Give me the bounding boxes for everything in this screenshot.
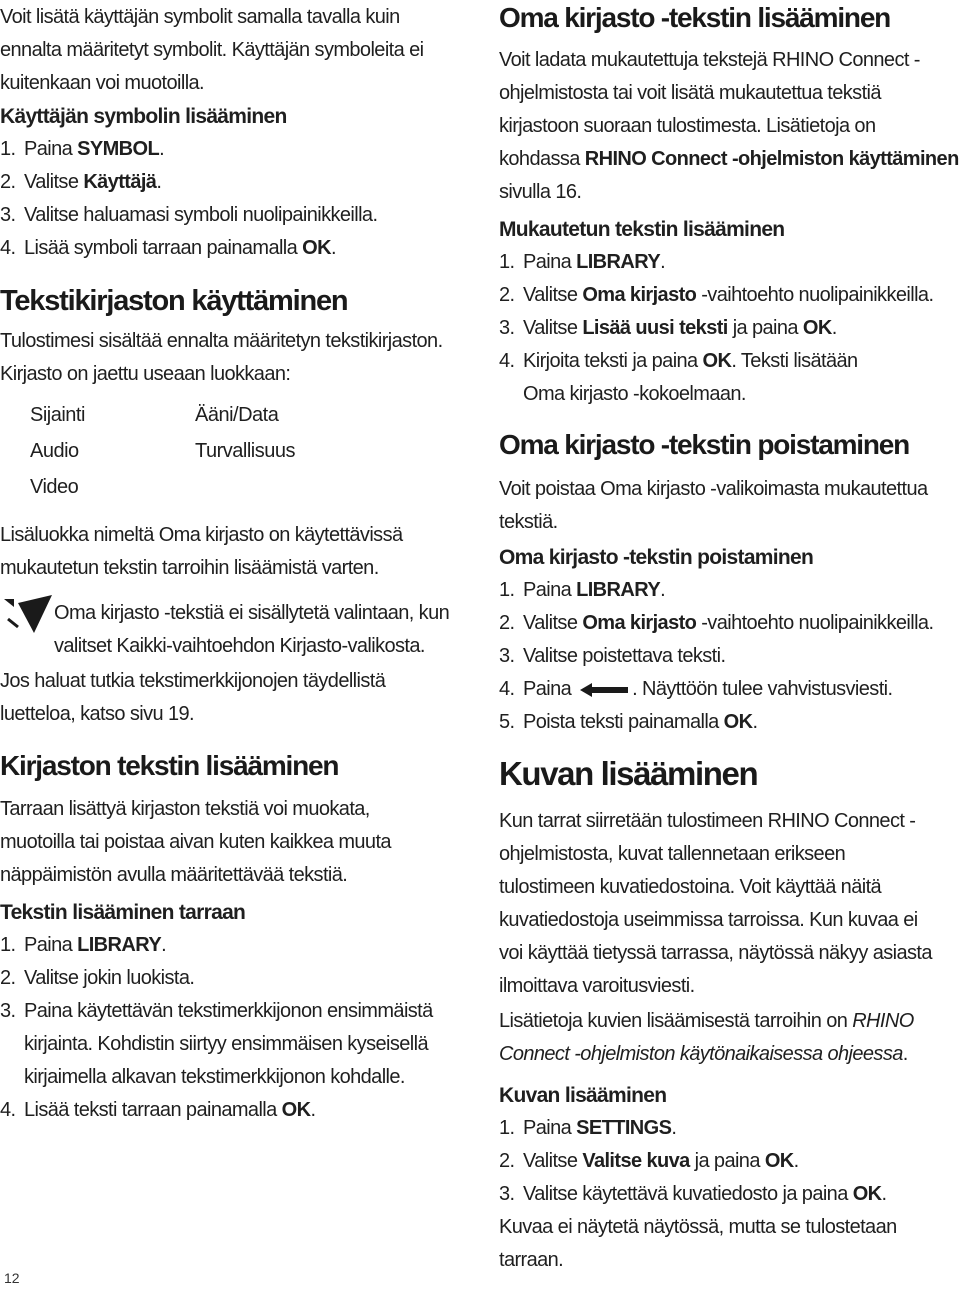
list-item: 2. Valitse Käyttäjä. — [0, 171, 162, 193]
category-list — [30, 397, 462, 505]
custom-add-heading: Mukautetun tekstin lisääminen — [499, 218, 785, 241]
list-item: 4. Paina . Näyttöön tulee vahvistusviesti. — [499, 678, 893, 700]
library-extra: Lisäluokka nimeltä Oma kirjasto on käytettävissä mukautetun tekstin tarroihin lisäämistä varten. — [0, 524, 403, 579]
library-full-list: Jos haluat tutkia tekstimerkkijonojen täydellistä luetteloa, katso sivu 19. — [0, 670, 386, 725]
list-item: 4. Lisää symboli tarraan painamalla OK. — [0, 237, 336, 259]
warning-pencil-icon — [0, 593, 54, 637]
user-symbol-heading: Käyttäjän symbolin lisääminen — [0, 105, 287, 128]
list-item: 3. Valitse poistettava teksti. — [499, 645, 726, 667]
add-to-label-heading: Tekstin lisääminen tarraan — [0, 901, 246, 924]
list-item: 1. Paina SYMBOL. — [0, 138, 165, 160]
own-remove-subheading: Oma kirjasto -tekstin poistaminen — [499, 546, 814, 569]
library-heading: Tekstikirjaston käyttäminen — [0, 285, 348, 317]
right-column — [499, 0, 960, 1277]
list-item: 3. Paina käytettävän tekstimerkkijonon ensimmäistä kirjainta. Kohdistin siirtyy ensimmäisen kyseisellä kirjaimella alkavan tekstimerkkijonon kohdalle. — [0, 1000, 433, 1088]
page-number: 12 — [4, 1270, 20, 1286]
list-item: 4. Lisää teksti tarraan painamalla OK. — [0, 1099, 316, 1121]
intro-paragraph: Voit lisätä käyttäjän symbolit samalla tavalla kuin ennalta määritetyt symbolit. Käyttäjän symboleita ei kuitenkaan voi muotoilla. — [0, 6, 424, 94]
category-item: Video — [30, 476, 79, 498]
image-add-heading: Kuvan lisääminen — [499, 1084, 667, 1107]
list-item: 2. Valitse jokin luokista. — [0, 967, 195, 989]
list-item: 4. Kirjoita teksti ja paina OK. Teksti lisätään Oma kirjasto -kokoelmaan. — [499, 350, 858, 405]
list-item: 2. Valitse Oma kirjasto -vaihtoehto nuolipainikkeilla. — [499, 284, 934, 306]
list-item: 1. Paina LIBRARY. — [499, 579, 666, 601]
own-add-heading: Oma kirjasto -tekstin lisääminen — [499, 2, 891, 33]
custom-add-steps — [499, 246, 960, 411]
image-paragraph: Kun tarrat siirretään tulostimeen RHINO Connect -ohjelmistosta, kuvat tallennetaan erikseen tulostimeen kuvatiedostoina. Voit käyttää näitä kuvatiedostoja useimmissa tarroissa. Kun kuvaa ei voi käyttää tietyssä tarrassa, näytössä näkyy asiasta ilmoittava varoitusviesti. — [499, 810, 932, 997]
add-text-paragraph: Tarraan lisättyä kirjaston tekstiä voi muokata, muotoilla tai poistaa aivan kuten kaikkea muuta näppäimistön avulla määritettävää tekstiä. — [0, 798, 391, 886]
category-item: Sijainti — [30, 404, 85, 426]
note-text: Oma kirjasto -tekstiä ei sisällytetä valintaan, kun valitset Kaikki-vaihtoehdon Kirjasto-valikosta. — [54, 602, 450, 657]
category-item: Turvallisuus — [195, 440, 295, 462]
category-item: Audio — [30, 440, 79, 462]
image-steps — [499, 1112, 960, 1211]
add-to-label-steps — [0, 929, 462, 1127]
user-symbol-steps — [0, 133, 462, 265]
category-item: Ääni/Data — [195, 404, 279, 426]
image-heading: Kuvan lisääminen — [499, 755, 758, 792]
own-remove-steps — [499, 574, 960, 739]
own-remove-paragraph: Voit poistaa Oma kirjasto -valikoimasta mukautettua tekstiä. — [499, 478, 928, 533]
image-more-info: Lisätietoja kuvien lisäämisestä tarroihin on RHINO Connect -ohjelmiston käytönaikaisessa ohjeessa. — [499, 1010, 914, 1065]
list-item: 2. Valitse Oma kirjasto -vaihtoehto nuolipainikkeilla. — [499, 612, 934, 634]
backspace-arrow-icon — [578, 681, 630, 699]
list-item: 5. Poista teksti painamalla OK. — [499, 711, 758, 733]
list-item: 1. Paina SETTINGS. — [499, 1117, 677, 1139]
library-intro: Tulostimesi sisältää ennalta määritetyn tekstikirjaston. Kirjasto on jaettu useaan luokkaan: — [0, 330, 443, 385]
image-final-note: Kuvaa ei näytetä näytössä, mutta se tulostetaan tarraan. — [499, 1216, 897, 1271]
own-remove-heading: Oma kirjasto -tekstin poistaminen — [499, 429, 910, 460]
list-item: 2. Valitse Valitse kuva ja paina OK. — [499, 1150, 799, 1172]
add-text-heading: Kirjaston tekstin lisääminen — [0, 750, 339, 781]
list-item: 1. Paina LIBRARY. — [0, 934, 167, 956]
list-item: 3. Valitse Lisää uusi teksti ja paina OK. — [499, 317, 837, 339]
list-item: 3. Valitse haluamasi symboli nuolipainikkeilla. — [0, 204, 378, 226]
left-column — [0, 0, 462, 1127]
list-item: 1. Paina LIBRARY. — [499, 251, 666, 273]
list-item: 3. Valitse käytettävä kuvatiedosto ja paina OK. — [499, 1183, 887, 1205]
own-add-paragraph: Voit ladata mukautettuja tekstejä RHINO Connect -ohjelmistosta tai voit lisätä mukautettua tekstiä kirjastoon suoraan tulostimesta. Lisätietoja on kohdassa RHINO Connect -ohjelmiston käyttäminen sivulla 16. — [499, 49, 959, 203]
note-block — [0, 597, 462, 663]
